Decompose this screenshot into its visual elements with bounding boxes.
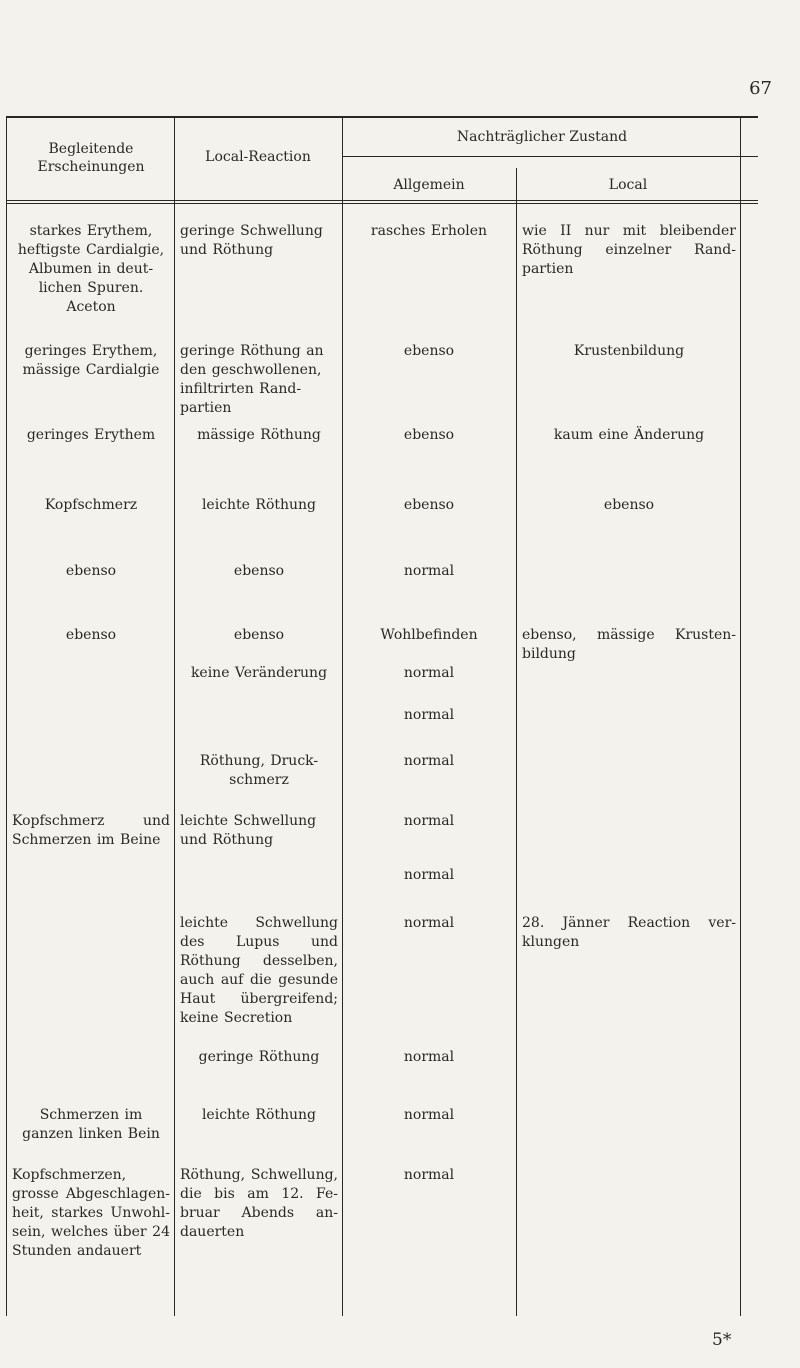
row-3-c1: Kopfschmerz: [44, 497, 138, 513]
row-6-c3: normal: [403, 665, 455, 681]
col-line-2: [174, 116, 175, 1316]
row-2-c1: geringes Erythem: [26, 427, 156, 443]
row-0-c4: wie II nur mit bleibender Röthung einzelner Rand-partien: [522, 223, 736, 277]
row-14-c1: Kopfschmerzen, grosse Abgeschlagen-heit, starkes Unwohl-sein, welches über 24 Stunden andauert: [12, 1167, 170, 1259]
signature-mark: 5*: [712, 1330, 732, 1350]
row-14-c3: normal: [403, 1167, 455, 1183]
row-12-c3: normal: [403, 1049, 455, 1065]
row-3-c3: ebenso: [403, 497, 455, 513]
col-line-5: [740, 116, 741, 1316]
row-5-c3: Wohlbefinden: [380, 627, 478, 643]
header-allgemein: Allgemein: [393, 177, 465, 193]
row-8-c2: Röthung, Druck-schmerz: [199, 753, 319, 788]
row-4-c2: ebenso: [233, 563, 285, 579]
row-13-c1: Schmerzen im ganzen linken Bein: [22, 1107, 160, 1142]
row-11-c3: normal: [403, 915, 455, 931]
top-rule: [6, 116, 758, 118]
row-0-c3: rasches Erholen: [370, 223, 488, 239]
row-11-c4: 28. Jänner Reaction ver-klungen: [522, 915, 736, 950]
header-rule: [6, 200, 758, 201]
row-9-c3: normal: [403, 813, 455, 829]
row-9-c2: leichte Schwellung und Röthung: [180, 813, 317, 848]
col-line-1: [6, 116, 7, 1316]
row-5-c1: ebenso: [65, 627, 117, 643]
row-7-c3: normal: [403, 707, 455, 723]
col-line-4: [516, 168, 517, 1316]
row-3-c2: leichte Röthung: [201, 497, 317, 513]
row-14-c2: Röthung, Schwellung, die bis am 12. Fe-bruar Abends an-dauerten: [180, 1167, 338, 1240]
row-0-c2: geringe Schwellung und Röthung: [180, 223, 323, 258]
row-9-c1: Kopfschmerz und Schmerzen im Beine: [12, 813, 170, 848]
row-12-c2: geringe Röthung: [198, 1049, 320, 1065]
row-2-c2: mässige Röthung: [197, 427, 321, 443]
data-table: [6, 116, 758, 1316]
row-5-c4: ebenso, mässige Krusten-bildung: [522, 627, 736, 662]
row-10-c3: normal: [403, 867, 455, 883]
row-2-c4: kaum eine Änderung: [553, 427, 705, 443]
row-6-c2: keine Veränderung: [190, 665, 328, 681]
col-line-3: [342, 116, 343, 1316]
row-13-c3: normal: [403, 1107, 455, 1123]
row-4-c1: ebenso: [65, 563, 117, 579]
header-local: Local: [608, 177, 648, 193]
row-2-c3: ebenso: [403, 427, 455, 443]
row-1-c4: Krustenbildung: [573, 343, 685, 359]
header-rule-2: [6, 203, 758, 204]
row-8-c3: normal: [403, 753, 455, 769]
row-1-c3: ebenso: [403, 343, 455, 359]
row-1-c2: geringe Röthung an den geschwollenen, infiltrirten Rand-partien: [180, 343, 324, 416]
group-rule: [342, 156, 758, 157]
row-1-c1: geringes Erythem, mässige Cardialgie: [22, 343, 160, 378]
page-number: 67: [749, 78, 772, 99]
header-local-reaction: Local-Reaction: [205, 149, 311, 165]
row-11-c2: leichte Schwellung des Lupus und Röthung desselben, auch auf die gesunde Haut übergreifend; keine Secretion: [180, 915, 338, 1026]
header-nachtraeglich: Nachträglicher Zustand: [456, 129, 628, 145]
row-13-c2: leichte Röthung: [201, 1107, 317, 1123]
row-0-c1: starkes Erythem, heftigste Cardialgie, Albumen in deut-lichen Spuren. Aceton: [17, 223, 165, 315]
header-begleitende: Begleitende Erscheinungen: [37, 141, 145, 175]
row-3-c4: ebenso: [603, 497, 655, 513]
row-5-c2: ebenso: [233, 627, 285, 643]
row-4-c3: normal: [403, 563, 455, 579]
